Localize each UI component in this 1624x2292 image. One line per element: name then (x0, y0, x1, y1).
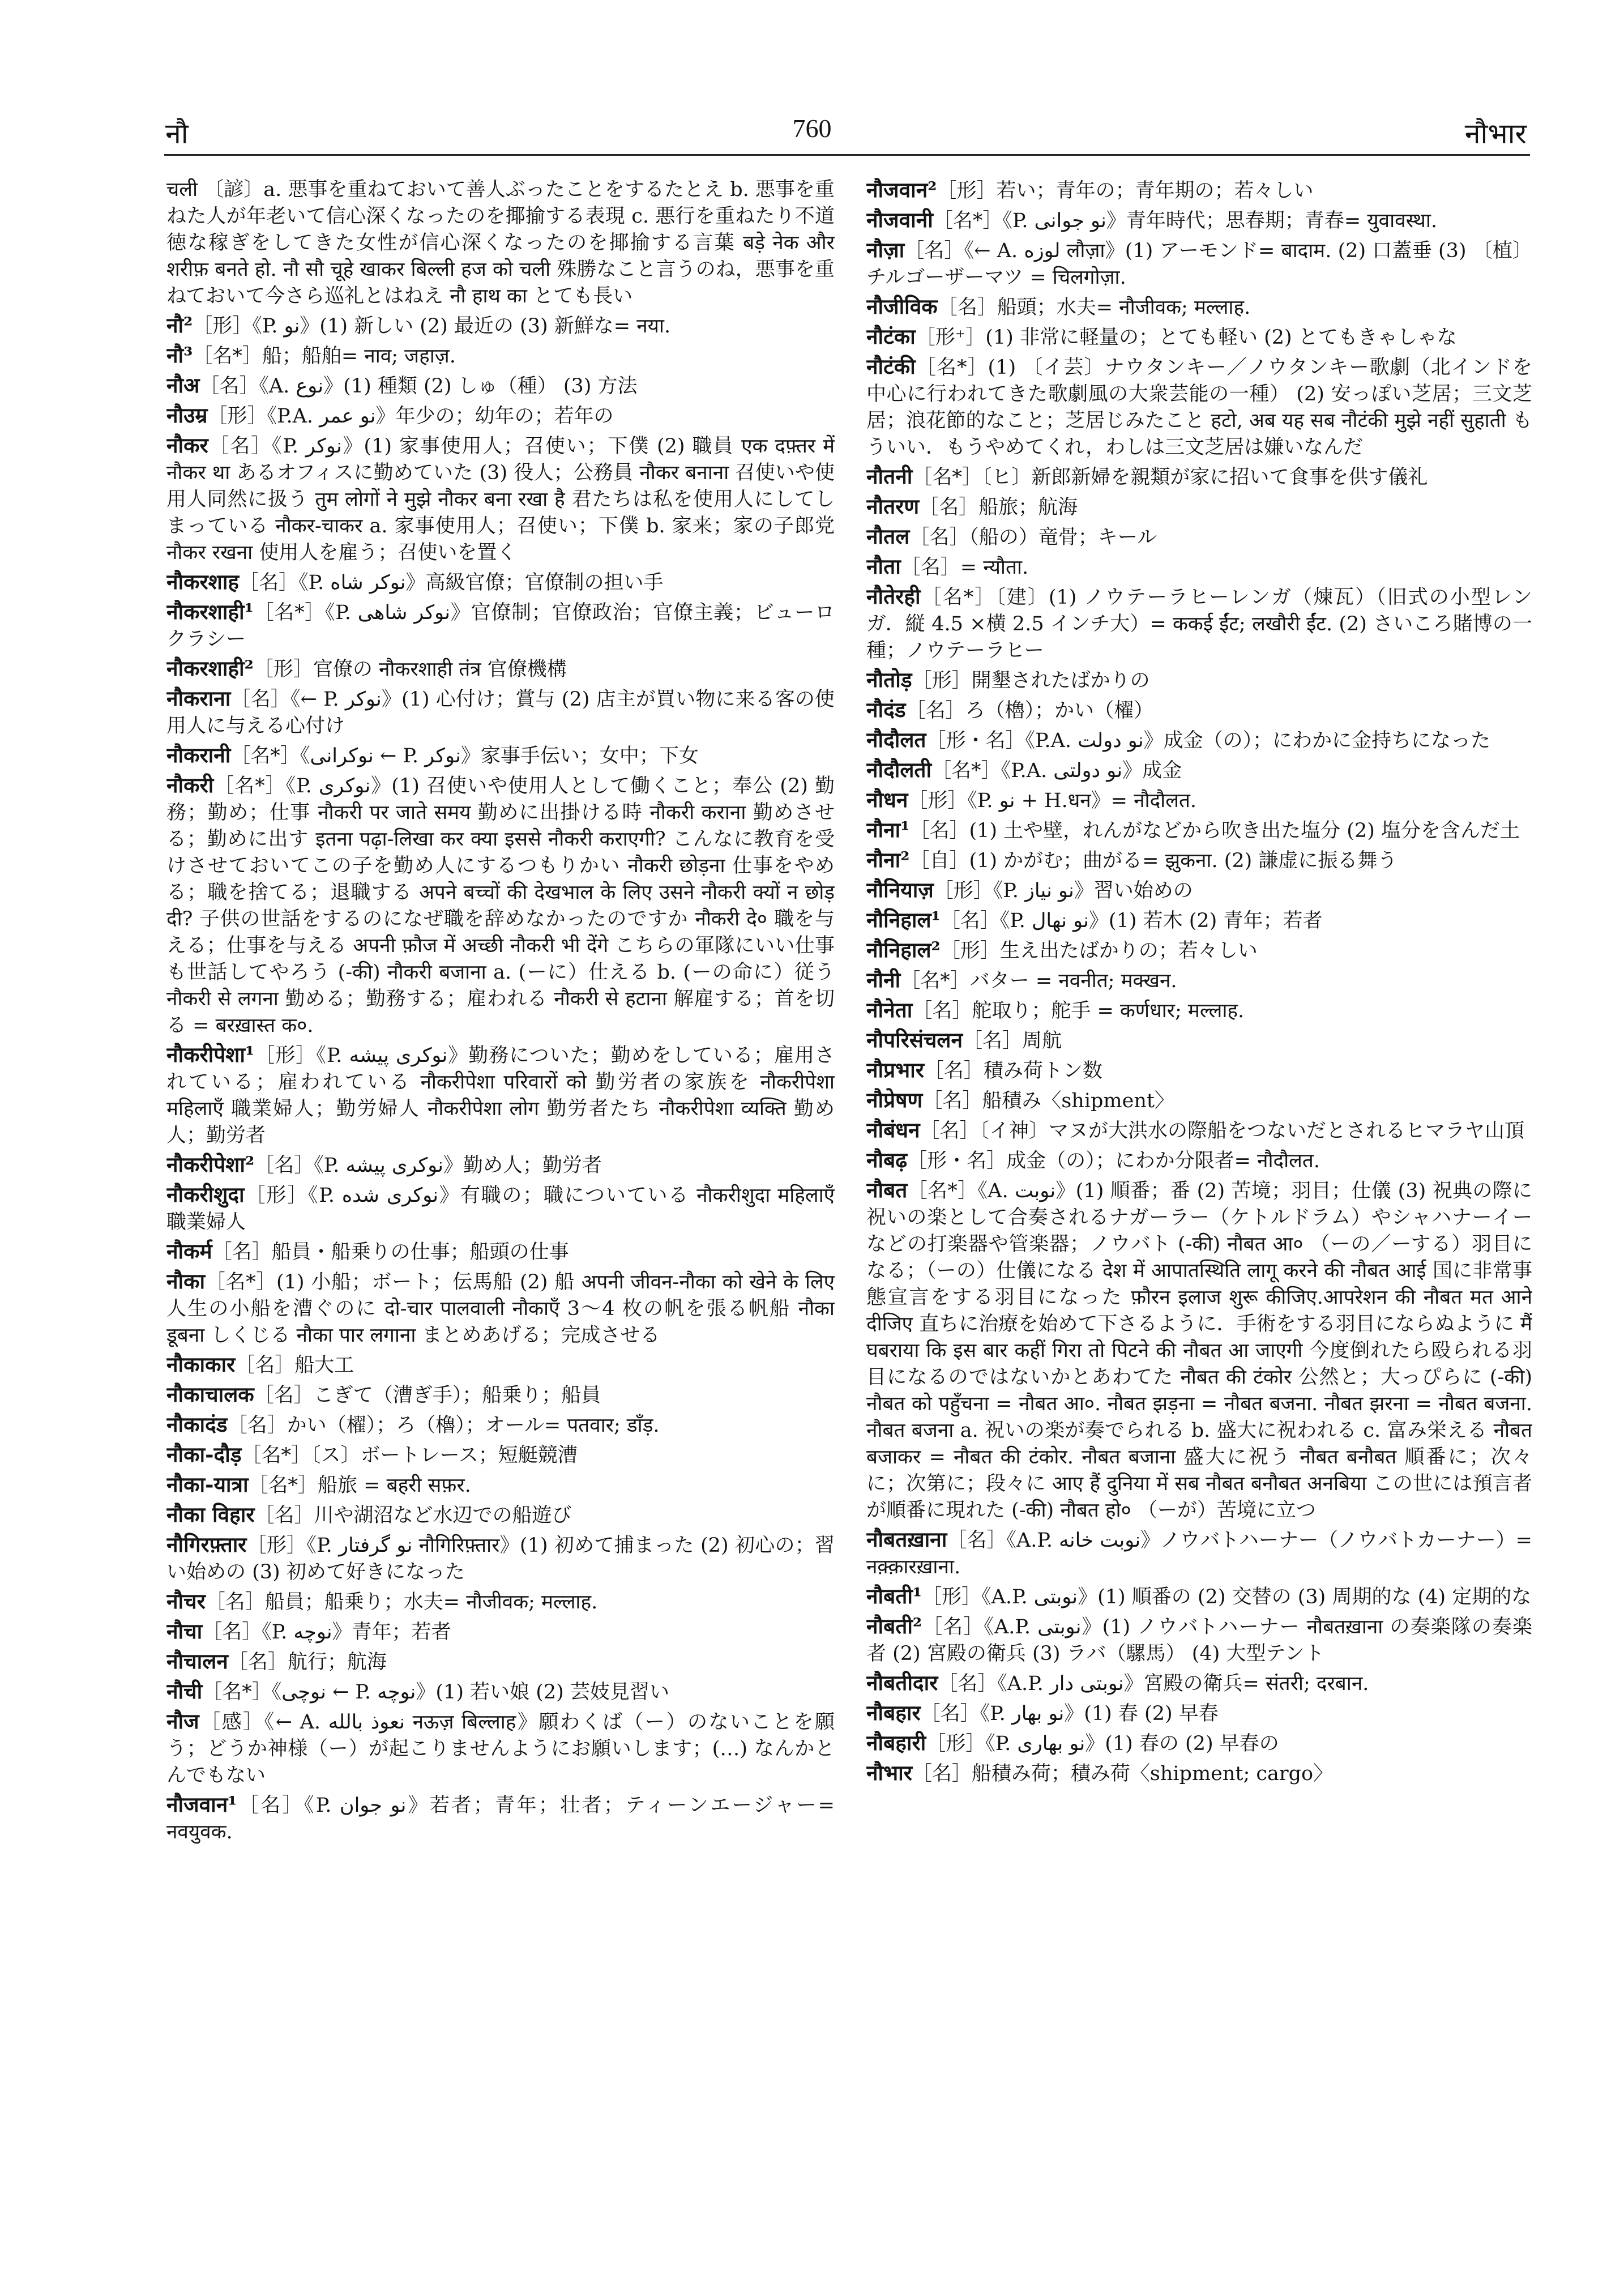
entry-definition: ［名*］(1) 〔イ芸〕ナウタンキー／ノウタンキー歌劇（北インドを中心に行われてきた歌劇風の大衆芸能の一種） (2) 安っぽい芝居；三文芝居；浪花節的なこと；芝居じみたこと हटो, अब यह सब नौटंकी मुझे नहीं सुहाती もういい．もうやめてくれ，わしは三文芝居は嫌いなんだ (866, 356, 1532, 459)
dictionary-entry (866, 1670, 1532, 1697)
dictionary-entry (166, 1042, 835, 1149)
entry-headword: नौतोड़ (866, 667, 912, 692)
dictionary-entry (166, 372, 835, 400)
entry-definition: ［形］《P.A. نو عمر》年少の；幼年の；若年の (207, 405, 614, 428)
dictionary-entry (166, 1471, 835, 1499)
entry-definition: ［名］舵取り；舵手 = कर्णधार; मल्लाह. (912, 1000, 1245, 1022)
dictionary-entry (866, 553, 1532, 581)
entry-definition: ［名］船員；船乗り；水夫= नौजीवक; मल्लाह. (205, 1591, 598, 1614)
entry-definition: ［名］船積み〈shipment〉 (922, 1090, 1174, 1112)
dictionary-entry (866, 1583, 1532, 1611)
entry-headword: नौचा (166, 1619, 203, 1644)
entry-definition: ［名*］〔建〕(1) ノウテーラヒーレンガ（煉瓦）（旧式の小型レンガ．縦 4.5 ×横 2.5 インチ大）= ककई ईंट; लखौरी ईंट. (2) さいころ賭博の一種；ノウテーラヒー (866, 586, 1532, 662)
entry-definition: ［形］《P. نوکری پیشه》勤務についた；勤めをしている；雇用されている；雇われている नौकरीपेशा परिवारों को 勤労者の家族を नौकरीपेशा महिलाएँ 職業婦人；勤労婦人 नौकरीपेशा लोग 勤労者たち नौकरीपेशा व्यक्ति 勤め人；勤労者 (166, 1044, 835, 1147)
entry-definition: ［名］《P. نوکری پیشه》勤め人；勤労者 (254, 1154, 602, 1177)
entry-definition: ［名*］《نوکرانی ← P. نوکر》家事手伝い；女中；下女 (230, 745, 699, 767)
entry-definition: ［名］《A.P. نوبتی》(1) ノウバトハーナー नौबतख़ाना の奏楽隊の奏楽者 (2) 宮殿の衛兵 (3) ラバ（騾馬） (4) 大型テント (866, 1616, 1532, 1665)
entry-headword: नौबहार (866, 1700, 921, 1725)
entry-definition: ［名］航行；航海 (228, 1651, 387, 1674)
entry-headword: नौबतीदार (866, 1670, 938, 1695)
entry-definition: ［形］官僚の नौकरशाही तंत्र 官僚機構 (253, 658, 567, 681)
entry-definition: ［名］（船の）竜骨；キール (909, 526, 1157, 549)
dictionary-entry (866, 1177, 1532, 1524)
entry-headword: नौकराना (166, 686, 231, 711)
entry-definition: ［名*］《نوچی ← P. نوچه》(1) 若い娘 (2) 芸妓見習い (202, 1681, 669, 1704)
entry-headword: नौ³ (166, 343, 193, 368)
dictionary-entry (166, 1588, 835, 1616)
entry-definition: ［名*］《P. نوکر شاهی》官僚制；官僚政治；官僚主義；ビューロクラシー (166, 601, 835, 651)
entry-headword: नौज़ा (866, 237, 905, 262)
dictionary-entry (866, 847, 1532, 874)
dictionary-entry (166, 177, 835, 310)
dictionary-entry (866, 787, 1532, 814)
entry-definition: ［名］《P. نو جوان》若者；青年；壮者；ティーンエージャー= नवयुवक. (166, 1794, 835, 1843)
entry-definition: ［形］《P. نو بهاری》(1) 春の (2) 早春の (926, 1732, 1279, 1755)
entry-headword: नौउम्र (166, 403, 208, 428)
entry-definition: ［名*］船；船舶= नाव; जहाज़. (193, 345, 456, 368)
entry-headword: नौका (166, 1269, 206, 1294)
dictionary-entry (166, 1678, 835, 1706)
entry-definition: ［名］《P. نوچه》青年；若者 (202, 1621, 451, 1644)
dictionary-entry (166, 1181, 835, 1236)
dictionary-entry (866, 1730, 1532, 1757)
dictionary-entry (166, 1238, 835, 1266)
entry-headword: नौबहारी (866, 1730, 926, 1755)
entry-headword: नौका-यात्रा (166, 1472, 249, 1497)
entry-definition: ［形］《P. نو نیاز》習い始めの (933, 880, 1193, 902)
entry-definition: ［自］(1) かがむ；曲がる= झुकना. (2) 謙虚に振る舞う (909, 850, 1398, 872)
entry-definition: ［形］《P. نو》(1) 新しい (2) 最近の (3) 新鮮な= नया. (193, 315, 671, 338)
dictionary-entry (866, 1087, 1532, 1115)
entry-headword: नौटंका (866, 324, 916, 349)
dictionary-entry (166, 1441, 835, 1469)
entry-definition: ［名*］《P.A. نو دولتی》成金 (931, 759, 1182, 782)
dictionary-entry (866, 697, 1532, 724)
entry-definition: ［名］《A.P. نوبت خانه》ノウバトハーナー（ノウバトカーナー）= नक़्क़ारख़ाना. (866, 1529, 1532, 1578)
entry-definition: ［名*］〔ヒ〕新郎新婦を親類が家に招いて食事を供す儀礼 (912, 466, 1428, 489)
dictionary-entry (866, 1700, 1532, 1727)
entry-headword: नौकादंड (166, 1412, 228, 1437)
dictionary-entry (866, 323, 1532, 351)
entry-headword: नौजवानी (866, 207, 933, 232)
entry-headword: नौनियाज़ (866, 877, 934, 902)
dictionary-entry (866, 463, 1532, 491)
entry-headword: नौतेरही (866, 584, 921, 609)
entry-definition: ［形］開墾されたばかりの (912, 669, 1150, 692)
entry-headword: नौता (866, 554, 901, 579)
entry-definition: ［名*］船旅 = बहरी सफ़र. (248, 1474, 471, 1497)
entry-definition: ［名］《← P. نوکر》(1) 心付け；賞与 (2) 店主が買い物に来る客の使用人に与える心付け (166, 688, 835, 737)
entry-definition: ［名］船員・船乗りの仕事；船頭の仕事 (212, 1241, 569, 1264)
entry-headword: नौनी (866, 967, 901, 992)
entry-headword: नौदौलत (866, 727, 926, 752)
entry-definition: ［名*］《P. نو جوانی》青年時代；思春期；青春= युवावस्था. (933, 210, 1438, 232)
entry-headword: नौबतख़ाना (866, 1527, 947, 1552)
entry-headword: नौदंड (866, 697, 906, 722)
entry-definition: ［名］(1) 土や壁，れんがなどから吹き出た塩分 (2) 塩分を含んだ土 (909, 820, 1520, 842)
entry-headword: नौकरानी (166, 742, 231, 767)
running-head-left: नौ (165, 117, 189, 150)
entry-definition: ［名］周航 (962, 1030, 1062, 1052)
dictionary-entry (866, 177, 1532, 204)
entry-definition: ［名］船大工 (235, 1354, 354, 1377)
dictionary-entry (866, 583, 1532, 664)
dictionary-entry (866, 1613, 1532, 1667)
dictionary-entry (866, 237, 1532, 291)
entry-headword: नौप्रभार (866, 1057, 924, 1082)
entry-definition: ［形］生え出たばかりの；若々しい (940, 940, 1258, 962)
entry-definition: ［形］《P. نو گرفتار नौगिरिफ़्तार》(1) 初めて捕まった (2) 初心の；習い始めの (3) 初めて好きになった (166, 1534, 835, 1584)
entry-headword: नौका विहार (166, 1502, 255, 1527)
entry-definition: ［形］《P. نو + H.धन》= नौदौलत. (908, 789, 1197, 812)
dictionary-entry (166, 655, 835, 683)
entry-headword: नौबढ़ (866, 1147, 908, 1172)
entry-headword: नौकर (166, 433, 208, 458)
entry-definition: ［形］《P. نوکری شده》有職の；職についている नौकरीशुदा महिलाएँ 職業婦人 (166, 1184, 835, 1234)
entry-headword: नौनेता (866, 997, 913, 1022)
entry-headword: नौदौलती (866, 757, 932, 782)
entry-headword: नौकरी (166, 772, 214, 797)
entry-headword: नौकाचालक (166, 1382, 254, 1407)
dictionary-entry (866, 1117, 1532, 1145)
entry-definition: ［名］かい（櫂）；ろ（櫓）；オール= पतवार; डाँड़. (227, 1414, 660, 1437)
entry-headword: नौकरशाही² (166, 656, 254, 681)
entry-headword: नौपरिसंचलन (866, 1027, 963, 1052)
dictionary-entry (866, 493, 1532, 521)
entry-definition: ［名］積み荷トン数 (924, 1060, 1102, 1082)
dictionary-entry (166, 1501, 835, 1529)
dictionary-entry (166, 1268, 835, 1349)
dictionary-entry (866, 967, 1532, 995)
dictionary-entry (166, 1411, 835, 1439)
entry-definition: ［形］《A.P. نوبتی》(1) 順番の (2) 交替の (3) 周期的な (4) 定期的な (922, 1586, 1532, 1608)
entry-headword: नौचर (166, 1589, 206, 1614)
entry-definition: ［名］《← A. لوزه लौज़ा》(1) アーモンド= बादाम. (2) 口蓋垂 (3) 〔植〕チルゴーザーマツ = चिलगोज़ा. (866, 240, 1532, 289)
dictionary-entry (866, 207, 1532, 234)
entry-headword: नौतरण (866, 494, 920, 519)
entry-headword: नौप्रेषण (866, 1087, 923, 1112)
dictionary-entry (166, 312, 835, 340)
dictionary-entry (166, 685, 835, 740)
header-rule (164, 154, 1530, 156)
dictionary-entry (866, 1027, 1532, 1055)
entry-definition: ［名］《P. نو بهار》(1) 春 (2) 早春 (920, 1702, 1219, 1725)
entry-headword: नौज (166, 1709, 199, 1734)
entry-definition: ［名］船頭；水夫= नौजीवक; मल्लाह. (937, 296, 1251, 319)
dictionary-entry (866, 1526, 1532, 1581)
running-head-right: नौभार (1464, 117, 1527, 150)
dictionary-entry (166, 772, 835, 1039)
entry-definition: ［感］《← A. نعوذ بالله नऊज़ बिल्लाह》願わくば（ー）のないことを願う；どうか神様（ー）が起こりませんようにお願いします；(…) なんかとんでもない (166, 1711, 835, 1787)
entry-headword: नौभार (866, 1760, 912, 1785)
entry-definition: ［名］= न्यौता. (900, 556, 1029, 579)
dictionary-entry (166, 1791, 835, 1846)
dictionary-entry (866, 817, 1532, 844)
entry-headword: नौबंधन (866, 1117, 920, 1142)
dictionary-entry (166, 599, 835, 653)
entry-definition: ［名］《A. نوع》(1) 種類 (2) しゅ（種） (3) 方法 (199, 375, 638, 398)
dictionary-entry (866, 1147, 1532, 1175)
entry-definition: ［名］《P. نو نهال》(1) 若木 (2) 青年；若者 (940, 910, 1323, 932)
entry-headword: नौकरीशुदा (166, 1182, 245, 1207)
dictionary-entry (166, 742, 835, 770)
entry-headword: नौतल (866, 524, 910, 549)
dictionary-entry (166, 1648, 835, 1676)
entry-headword: नौधन (866, 787, 908, 812)
dictionary-entry (166, 1618, 835, 1646)
dictionary-entry (166, 1381, 835, 1409)
dictionary-entry (166, 1708, 835, 1789)
dictionary-entry (166, 1151, 835, 1179)
entry-headword: नौकर्म (166, 1239, 212, 1264)
dictionary-entry (166, 342, 835, 370)
dictionary-entry (866, 907, 1532, 934)
entry-headword: नौबती² (866, 1614, 922, 1638)
entry-headword: नौनिहाल² (866, 937, 941, 962)
dictionary-entry (166, 402, 835, 430)
entry-headword: नौकरीपेशा¹ (166, 1042, 255, 1067)
entry-headword: नौ² (166, 313, 193, 338)
dictionary-entry (866, 523, 1532, 551)
entry-definition: ［名］川や湖沼など水辺での船遊び (254, 1504, 572, 1527)
entry-definition: ［名］〔イ神〕マヌが大洪水の際船をつないだとされるヒマラヤ山頂 (920, 1120, 1525, 1142)
dictionary-entry (866, 937, 1532, 964)
dictionary-entry (866, 1760, 1532, 1787)
dictionary-entry (866, 1057, 1532, 1085)
dictionary-entry (866, 757, 1532, 784)
entry-definition: ［名*］《P. نوکری》(1) 召使いや使用人として働くこと；奉公 (2) 勤務；勤め；仕事 नौकरी पर जाते समय 勤めに出掛ける時 नौकरी कराना 勤めさせる；勤めに出す इतना पढ़ा-लिखा कर क्या इससे नौकरी कराएगी? こんなに教育を受けさせておいてこの子を勤め人にするつもりかい नौकरी छोड़ना 仕事をやめる；職を捨てる；退職する अपने बच्चों की देखभाल के लिए उसने नौकरी क्यों न छोड़ दी? 子供の世話をするのになぜ職を辞めなかったのですか नौकरी दे० 職を与える；仕事を与える अपनी फ़ौज में अच्छी नौकरी भी देंगे こちらの軍隊にいい仕事も世話してやろう (-की) नौकरी बजाना a. (ーに）仕える b. (ーの命に）従う नौकरी से लगना 勤める；勤務する；雇われる नौकरी से हटाना 解雇する；首を切る = बरख़ास्त क०. (166, 775, 835, 1037)
entry-headword: नौकरशाही¹ (166, 599, 254, 624)
entry-definition: ［名］船旅；航海 (919, 496, 1078, 519)
entry-headword: नौचालन (166, 1649, 228, 1674)
entry-headword: नौगिरफ़्तार (166, 1532, 247, 1557)
entry-headword: नौअ (166, 373, 200, 398)
entry-definition: ［名］《P. نوکر》(1) 家事使用人；召使い；下僕 (2) 職員 एक दफ़्तर में नौकर था あるオフィスに勤めていた (3) 役人；公務員 नौकर बनाना 召使いや使用人同然に扱う तुम लोगों ने मुझे नौकर बना रखा है 君たちは私を使用人にしてしまっている नौकर-चाकर a. 家事使用人；召使い；下僕 b. 家来；家の子郎党 नौकर रखना 使用人を雇う；召使いを置く (166, 435, 835, 564)
dictionary-entry (866, 727, 1532, 754)
entry-headword: नौना¹ (866, 817, 910, 842)
entry-definition: ［名*］(1) 小船；ボート；伝馬船 (2) 船 अपनी जीवन-नौका को खेने के लिए 人生の小船を漕ぐのに दो-चार पालवाली नौकाएँ 3～4 枚の帆を張る帆船 नौका डूबना しくじる नौका पार लगाना まとめあげる；完成させる (166, 1271, 835, 1347)
entry-definition: ［形・名］成金（の）；にわか分限者= नौदौलत. (907, 1150, 1320, 1172)
dictionary-entry (166, 432, 835, 566)
entry-headword: नौजवान¹ (166, 1792, 237, 1817)
entry-headword: नौजवान² (866, 177, 937, 202)
entry-definition: ［名］ろ（櫓）；かい（櫂） (905, 699, 1154, 722)
dictionary-entry (166, 1351, 835, 1379)
page-number: 760 (792, 114, 832, 143)
entry-headword: नौना² (866, 847, 910, 872)
entry-definition: ［名*］バター = नवनीत; मक्खन. (900, 970, 1177, 992)
entry-headword: नौनिहाल¹ (866, 907, 941, 932)
entry-headword: नौका-दौड़ (166, 1442, 242, 1467)
entry-definition: ［形・名］《P.A. نو دولت》成金（の）；にわかに金持ちになった (926, 729, 1491, 752)
entry-headword: नौकाकार (166, 1352, 236, 1377)
entry-headword: नौची (166, 1679, 203, 1704)
right-column (866, 177, 1532, 2272)
entry-definition: ［形］若い；青年の；青年期の；若々しい (937, 180, 1314, 202)
dictionary-entry (166, 569, 835, 596)
entry-definition: ［名*］〔ス〕ボートレース；短艇競漕 (241, 1444, 578, 1467)
entry-definition: ［名］《A.P. نوبتی دار》宮殿の衛兵= संतरी; दरबान. (938, 1672, 1369, 1695)
entry-definition: ［形⁺］(1) 非常に軽量の；とても軽い (2) とてもきゃしゃな (915, 326, 1457, 349)
left-column (166, 177, 835, 2272)
dictionary-entry (866, 667, 1532, 694)
dictionary-entry (866, 293, 1532, 321)
entry-headword: नौकरीपेशा² (166, 1152, 255, 1177)
dictionary-entry (166, 1531, 835, 1586)
entry-definition: ［名*］《A. نوبت》(1) 順番；番 (2) 苦境；羽目；仕儀 (3) 祝典の際に祝いの楽として合奏されるナガーラー（ケトルドラム）やシャハナーイーなどの打楽器や管楽器；ノウバト (-की) नौबत आ० （ーの／ーする）羽目になる；（ーの）仕儀になる देश में आपातस्थिति लागू करने की नौबत आई 国に非常事態宣言をする羽目になった फ़ौरन इलाज शुरू कीजिए.आपरेशन की नौबत मत आने दीजिए 直ちに治療を始めて下さるように．手術をする羽目にならぬように मैं घबराया कि इस बार कहीं गिरा तो पिटने की नौबत आ जाएगी 今度倒れたら殴られる羽目になるのではないかとあわてた नौबत की टंकोर 公然と；大っぴらに (-की) नौबत को पहुँचना = नौबत आ०. नौबत झड़ना = नौबत बजना. नौबत झरना = नौबत बजना. नौबत बजना a. 祝いの楽が奏でられる b. 盛大に祝われる c. 富み栄える नौबत बजाकर = नौबत की टंकोर. नौबत बजाना 盛大に祝う नौबत बनौबत 順番に；次々に；次第に；段々に आए हैं दुनिया में सब नौबत बनौबत अनबिया この世には預言者が順番に現れた (-की) नौबत हो० （ーが）苦境に立つ (866, 1180, 1532, 1522)
entry-headword: नौतनी (866, 464, 913, 489)
dictionary-entry (866, 997, 1532, 1025)
entry-definition: चली 〔諺〕a. 悪事を重ねておいて善人ぶったことをするたとえ b. 悪事を重ねた人が年老いて信心深くなったのを揶揄する表現 c. 悪行を重ねたり不道徳な稼ぎをしてきた女性が信心深くなったのを揶揄する言葉 बड़े नेक और शरीफ़ बनते हो. नौ सौ चूहे खाकर बिल्ली हज को चली 殊勝なこと言うのね，悪事を重ねておいて今さら巡礼とはねえ नौ हाथ का とても長い (166, 178, 835, 308)
entry-definition: ［名］船積み荷；積み荷〈shipment; cargo〉 (912, 1762, 1334, 1785)
entry-headword: नौटंकी (866, 354, 916, 379)
entry-definition: ［名］こぎて（漕ぎ手）；船乗り；船員 (254, 1384, 601, 1407)
entry-headword: नौकरशाह (166, 569, 240, 594)
entry-definition: ［名］《P. نوکر شاه》高級官僚；官僚制の担い手 (239, 571, 664, 594)
entry-headword: नौबत (866, 1177, 908, 1202)
dictionary-entry (866, 877, 1532, 904)
entry-headword: नौबती¹ (866, 1584, 922, 1608)
entry-headword: नौजीविक (866, 294, 938, 319)
dictionary-entry (866, 353, 1532, 461)
